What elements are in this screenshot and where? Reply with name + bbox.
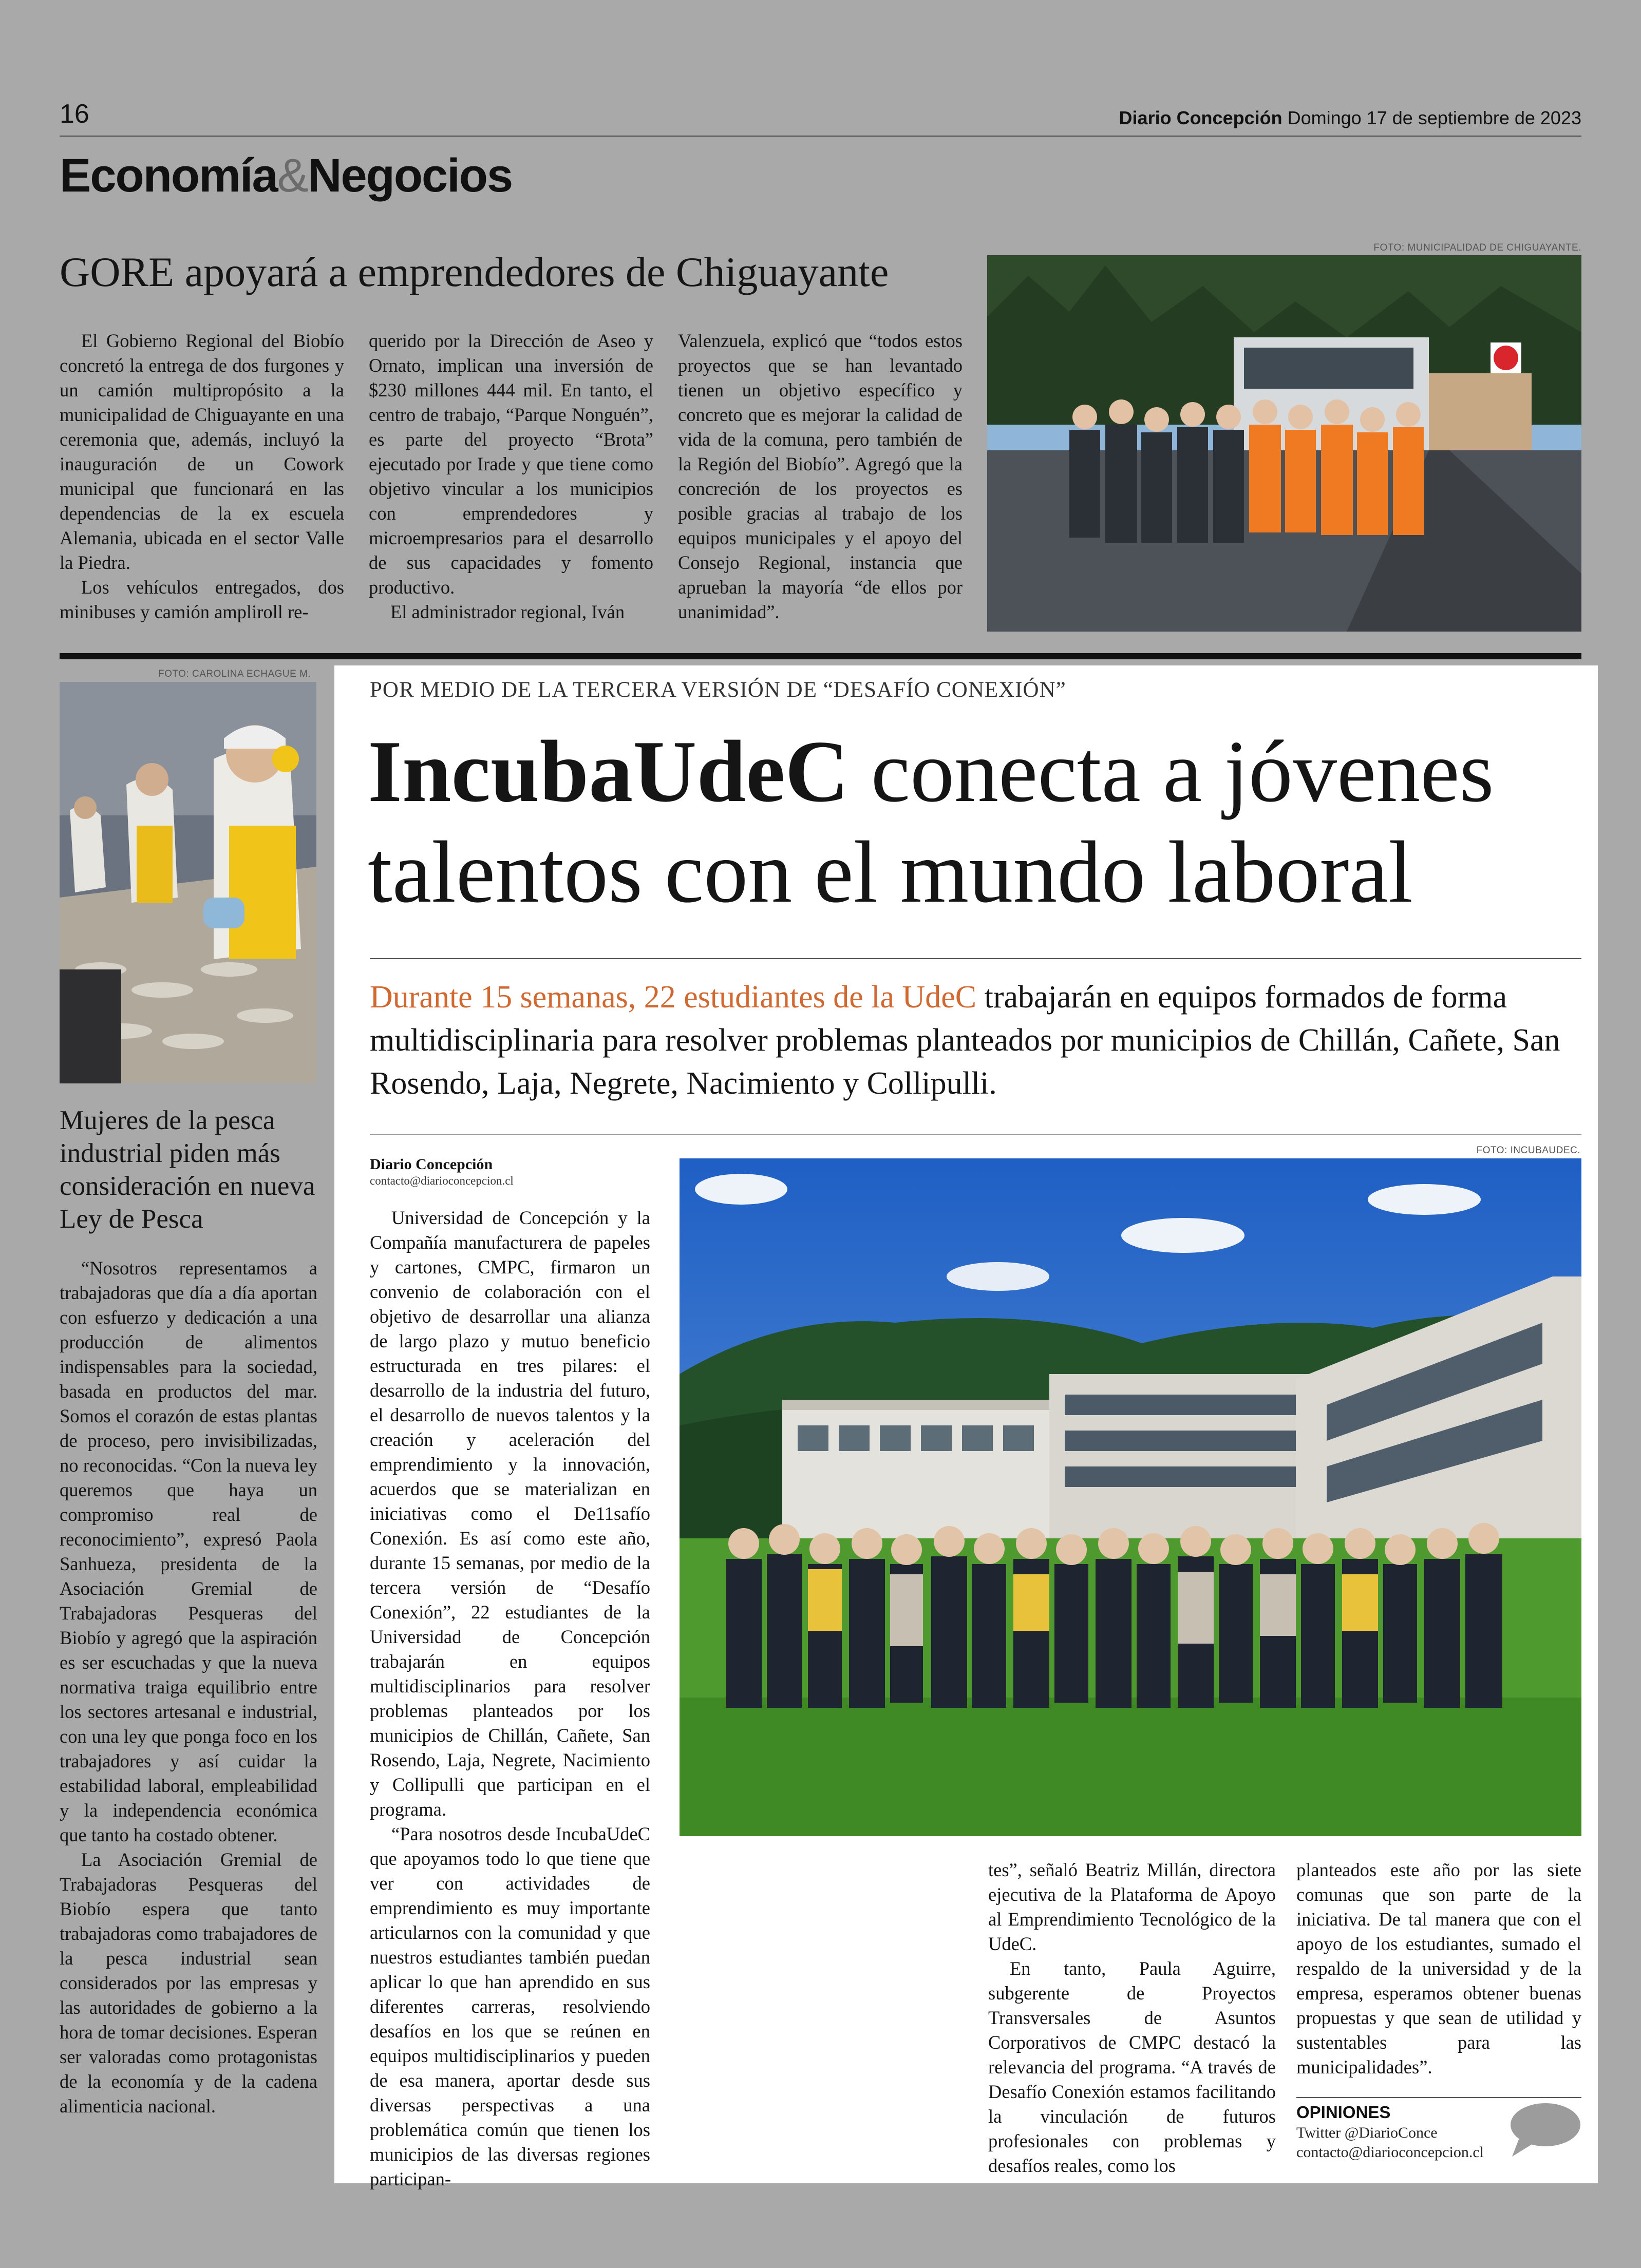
top-story-column-1 <box>60 329 344 624</box>
issue-date: Domingo 17 de septiembre de 2023 <box>1287 107 1581 128</box>
main-photo-credit: FOTO: INCUBAUDEC. <box>1476 1145 1580 1156</box>
publication-dateline <box>1119 107 1581 129</box>
side-photo-credit: FOTO: CAROLINA ECHAGUE M. <box>158 669 311 679</box>
main-story-kicker: POR MEDIO DE LA TERCERA VERSIÓN DE “DESAFÍO CONEXIÓN” <box>370 678 1066 702</box>
headline-brand: IncubaUdeC <box>368 723 849 821</box>
deck-highlight: Durante 15 semanas, 22 estudiantes de la UdeC <box>370 980 977 1015</box>
section-title-part2: Negocios <box>308 149 513 202</box>
section-title-part1: Economía <box>60 149 277 202</box>
main-story-column-2 <box>988 1858 1276 2178</box>
top-story-headline: GORE apoyará a emprendedores de Chiguayante <box>60 249 889 295</box>
top-story-column-3 <box>678 329 963 624</box>
deck-rule-bottom <box>370 1134 1581 1135</box>
byline-name: Diario Concepción <box>370 1156 493 1173</box>
opinion-rule <box>1296 2097 1581 2098</box>
headline-line1-rest: conecta a jóvenes <box>871 723 1494 821</box>
byline-email[interactable]: contacto@diarioconcepcion.cl <box>370 1174 514 1187</box>
main-story-col3-para-1: planteados este año por las siete comunas que son parte de la iniciativa. De tal manera que con el apoyo de los estudiantes, sumado el respaldo de la universidad y de la empresa, esperamos obtener buenas propuestas y que sean de utilidad y sustentables para las municipalidades”. <box>1296 1859 1581 2078</box>
opinion-email[interactable]: contacto@diarioconcepcion.cl <box>1296 2144 1484 2161</box>
main-story-col2-para-1: tes”, señaló Beatriz Millán, directora ejecutiva de la Plataforma de Apoyo al Emprendimiento Tecnológico de la UdeC. <box>988 1859 1276 1954</box>
main-story-col1-para-2: “Para nosotros desde IncubaUdeC que apoyamos todo lo que tiene que ver con actividades de emprendimiento es muy importante articularnos con la comunidad y que nuestros estudiantes también puedan aplicar lo que han aprendido en sus diferentes carreras, resolviendo desafíos en los que se reúnen en equipos multidisciplinarios y pueden de esa manera, aportar desde sus diversas perspectivas a una problemática común que tienen los municipios de las diversas regiones participan- <box>370 1823 650 2189</box>
top-story-photo <box>987 255 1581 632</box>
deck-rule-top <box>370 958 1581 959</box>
section-title-amp: & <box>277 149 308 202</box>
publication-name: Diario Concepción <box>1119 107 1282 128</box>
speech-bubble-icon <box>1509 2101 1582 2158</box>
side-story-photo <box>60 682 316 1083</box>
main-story-column-1 <box>370 1206 650 2191</box>
main-story-headline <box>368 721 1580 923</box>
side-story-headline: Mujeres de la pesca industrial piden más consideración en nueva Ley de Pesca <box>60 1106 315 1234</box>
headline-line2: talentos con el mundo laboral <box>368 824 1413 921</box>
opinion-label: OPINIONES <box>1296 2103 1391 2122</box>
main-story-col1-para-1: Universidad de Concepción y la Compañía manufacturera de papeles y cartones, CMPC, firmaron un convenio de colaboración con el objetivo de desarrollar una alianza de largo plazo y mutuo beneficio estructurada en tres pilares: el desarrollo de la industria del futuro, el desarrollo de nuevos talentos y la creación y aceleración del emprendimiento y la innovación, acuerdos que se materializan en iniciativas como el De11safío Conexión. Es así como este año, durante 15 semanas, por medio de la tercera versión de “Desafío Conexión”, 22 estudiantes de la Universidad de Concepción trabajarán en equipos multidisciplinarios para resolver problemas planteados por los municipios de Chillán, Cañete, San Rosendo, Laja, Negrete, Nacimiento y Collipulli que participan en el programa. <box>370 1207 650 1820</box>
section-title <box>60 149 512 202</box>
top-story-col2-para-2: El administrador regional, Iván <box>390 601 625 622</box>
top-story-column-2 <box>369 329 653 624</box>
top-story-col1-para-1: El Gobierno Regional del Biobío concretó la entrega de dos furgones y un camión multipropósito a la municipalidad de Chiguayante en una ceremonia que, además, incluyó la inauguración de un Cowork municipal que funcionará en las dependencias de la ex escuela Alemania, ubicada en el sector Valle la Piedra. <box>60 330 344 573</box>
top-photo-credit: FOTO: MUNICIPALIDAD DE CHIGUAYANTE. <box>1373 242 1581 253</box>
top-story-col2-para-1: querido por la Dirección de Aseo y Ornato, implican una inversión de $230 millones 444 mil. En tanto, el centro de trabajo, “Parque Nonguén”, es parte del proyecto “Brota” ejecutado por Irade y que tiene como objetivo vincular a los municipios con emprendedores y microempresarios para el desarrollo de sus capacidades y fomento productivo. <box>369 330 653 598</box>
main-story-column-3 <box>1296 1858 1581 2080</box>
main-story-photo <box>680 1158 1581 1836</box>
page-number: 16 <box>60 99 89 129</box>
top-story-col1-para-2: Los vehículos entregados, dos minibuses y camión ampliroll re- <box>60 577 344 622</box>
section-divider <box>60 653 1581 659</box>
side-story-para-1: “Nosotros representamos a trabajadoras que día a día aportan con esfuerzo y dedicación a una producción de alimentos indispensables para la sociedad, basada en productos del mar. Somos el corazón de estas plantas de proceso, pero invisibilizadas, no reconocidas. “Con la nueva ley queremos que haya un compromiso real de reconocimiento”, expresó Paola Sanhueza, presidenta de la Asociación Gremial de Trabajadoras Pesqueras del Biobío y agregó que la aspiración es ser escuchadas y que la nueva normativa traiga equilibrio entre los sectores artesanal e industrial, con una ley que ponga foco en los trabajadores y así cuidar la estabilidad laboral, empleabilidad y la independencia económica que tanto ha costado obtener. <box>60 1257 317 1845</box>
side-story-para-2: La Asociación Gremial de Trabajadoras Pesqueras del Biobío espera que tanto trabajadoras como trabajadores de la pesca industrial sean considerados por las empresas y las autoridades de gobierno a la hora de tomar decisiones. Esperan ser valoradas como protagonistas de la economía y de la cadena alimenticia nacional. <box>60 1849 317 2117</box>
header-rule <box>60 136 1581 137</box>
top-story-col3-para-1: Valenzuela, explicó que “todos estos proyectos que se han levantado tienen un objetivo específico y concreto que es mejorar la calidad de vida de la comuna, pero también de la Región del Biobío”. Agregó que la concreción de los proyectos es posible gracias al trabajo de los equipos municipales y el apoyo del Consejo Regional, instancia que aprueban la mayoría “de ellos por unanimidad”. <box>678 330 963 622</box>
side-story-body <box>60 1256 317 2119</box>
opinion-twitter[interactable]: Twitter @DiarioConce <box>1296 2124 1438 2141</box>
main-story-col2-para-2: En tanto, Paula Aguirre, subgerente de Proyectos Transversales de Asuntos Corporativos de CMPC destacó la relevancia del programa. “A través de Desafío Conexión estamos facilitando la vinculación de futuros profesionales con problemas y desafíos reales, como los <box>988 1958 1276 2176</box>
main-story-deck <box>370 976 1581 1105</box>
deck-rest: trabajarán en equipos formados de forma multidisciplinaria para resolver problemas planteados por municipios de Chillán, Cañete, San Rosendo, Laja, Negrete, Nacimiento y Collipulli. <box>370 980 1560 1101</box>
